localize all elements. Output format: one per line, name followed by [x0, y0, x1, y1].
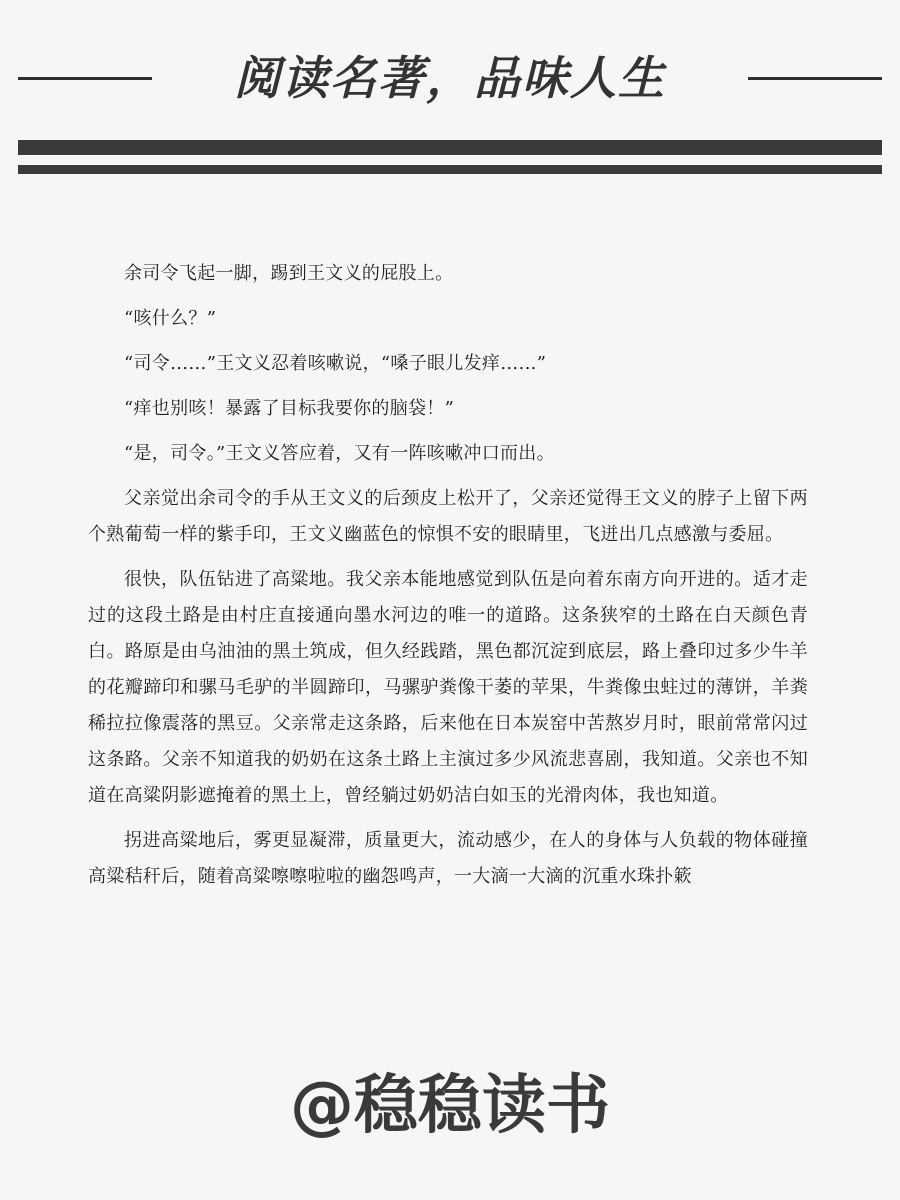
paragraph: 余司令飞起一脚，踢到王文义的屁股上。 — [124, 263, 454, 284]
paragraph: “痒也别咳！暴露了目标我要你的脑袋！” — [124, 398, 455, 419]
article-body — [88, 256, 808, 986]
paragraph: “是，司令。”王文义答应着，又有一阵咳嗽冲口而出。 — [124, 443, 555, 464]
header-title: 阅读名著，品味人生 — [234, 51, 666, 105]
header-thick-divider — [18, 140, 882, 155]
paragraph: “司令……”王文义忍着咳嗽说，“嗓子眼儿发痒……” — [124, 353, 547, 374]
header-right-rule — [748, 77, 882, 80]
paragraph: 拐进高粱地后，雾更显凝滞，质量更大，流动感少，在人的身体与人负载的物体碰撞高粱秸秆后，随着高粱嚓嚓啦啦的幽怨鸣声，一大滴一大滴的沉重水珠扑簌 — [88, 830, 808, 887]
paragraph: 很快，队伍钻进了高粱地。我父亲本能地感觉到队伍是向着东南方向开进的。适才走过的这段土路是由村庄直接通向墨水河边的唯一的道路。这条狭窄的土路在白天颜色青白。路原是由乌油油的黑土筑成，但久经践踏，黑色都沉淀到底层，路上叠印过多少牛羊的花瓣蹄印和骡马毛驴的半圆蹄印，马骡驴粪像干萎的苹果，牛粪像虫蛀过的薄饼，羊粪稀拉拉像震落的黑豆。父亲常走这条路，后来他在日本炭窑中苦熬岁月时，眼前常常闪过这条路。父亲不知道我的奶奶在这条土路上主演过多少风流悲喜剧，我知道。父亲也不知道在高粱阴影遮掩着的黑土上，曾经躺过奶奶洁白如玉的光滑肉体，我也知道。 — [88, 569, 808, 806]
page-header — [18, 48, 882, 108]
paragraph: “咳什么？” — [124, 308, 217, 329]
paragraph: 父亲觉出余司令的手从王文义的后颈皮上松开了，父亲还觉得王文义的脖子上留下两个熟葡萄一样的紫手印，王文义幽蓝色的惊惧不安的眼睛里，飞迸出几点感激与委屈。 — [88, 488, 808, 545]
watermark-account: @稳稳读书 — [290, 1069, 610, 1143]
header-thin-divider — [18, 165, 882, 174]
header-left-rule — [18, 77, 152, 80]
